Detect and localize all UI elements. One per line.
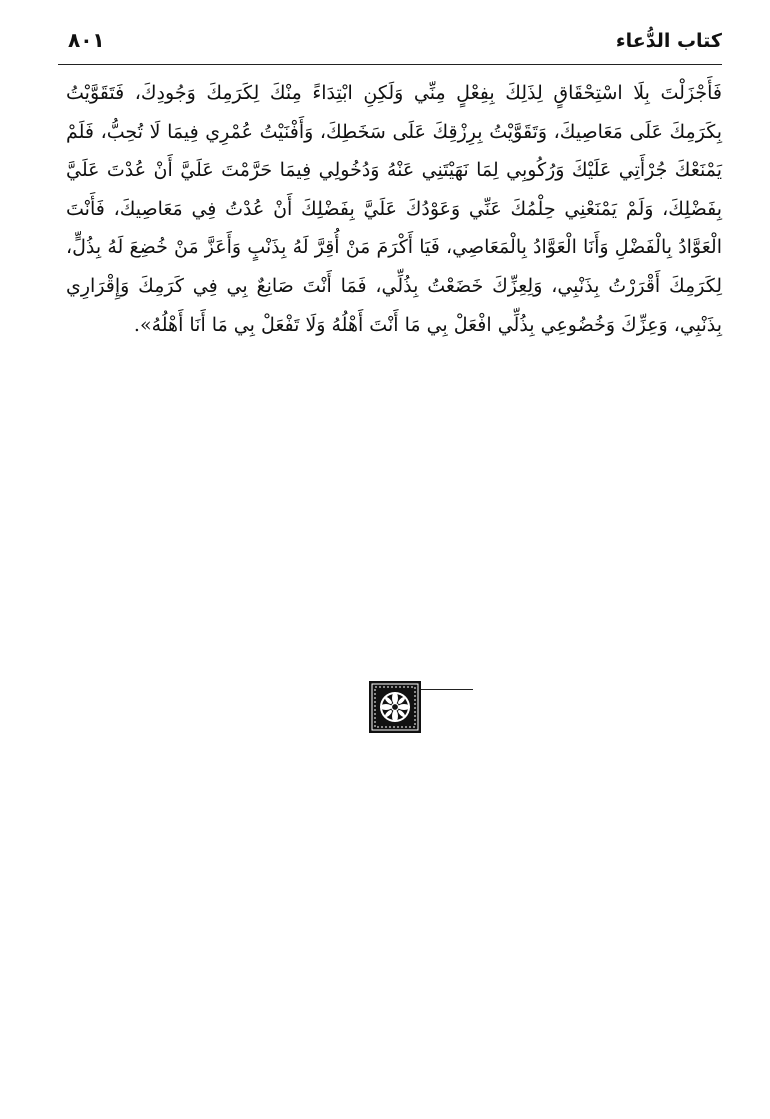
book-title: كتاب الدُّعاء	[615, 30, 722, 52]
page-number: ٨٠١	[68, 28, 105, 52]
ornament-rule	[421, 689, 473, 690]
header-divider	[58, 64, 722, 65]
floral-medallion-icon	[369, 681, 421, 733]
paragraph: فَأَجْزَلْتَ بِلَا اسْتِحْقَاقٍ لِذَلِكَ بِفِعْلٍ مِنِّي وَلَكِنِ ابْتِدَاءً مِنْكَ لِكَرَمِكَ وَجُودِكَ، فَتَقَوَّيْتُ بِكَرَمِكَ عَلَى مَعَاصِيكَ، وَتَقَوَّيْتُ بِرِزْقِكَ عَلَى سَخَطِكَ، وَأَفْنَيْتُ عُمْرِي فِيمَا لَا تُحِبُّ، فَلَمْ يَمْنَعْكَ جُرْأَتِي عَلَيْكَ وَرُكُوبِي لِمَا نَهَيْتَنِي عَنْهُ وَدُخُولِي فِيمَا حَرَّمْتَ عَلَيَّ أَنْ عُدْتَ عَلَيَّ بِفَضْلِكَ، وَلَمْ يَمْنَعْنِي حِلْمُكَ عَنِّي وَعَوْدُكَ عَلَيَّ بِفَضْلِكَ أَنْ عُدْتُ فِي مَعَاصِيكَ، فَأَنْتَ الْعَوَّادُ بِالْفَضْلِ وَأَنَا الْعَوَّادُ بِالْمَعَاصِي، فَيَا أَكْرَمَ مَنْ أُقِرَّ لَهُ بِذَنْبٍ وَأَعَزَّ مَنْ خُضِعَ لَهُ بِذُلٍّ، لِكَرَمِكَ أَقْرَرْتُ بِذَنْبِي، وَلِعِزِّكَ خَضَعْتُ بِذُلِّي، فَمَا أَنْتَ صَانِعٌ بِي فِي كَرَمِكَ وَإِقْرَارِي بِذَنْبِي، وَعِزِّكَ وَخُضُوعِي بِذُلِّي افْعَلْ بِي مَا أَنْتَ أَهْلُهُ وَلَا تَفْعَلْ بِي مَا أَنَا أَهْلُهُ».	[66, 82, 722, 336]
body-text	[66, 74, 722, 344]
page-header	[58, 24, 722, 60]
